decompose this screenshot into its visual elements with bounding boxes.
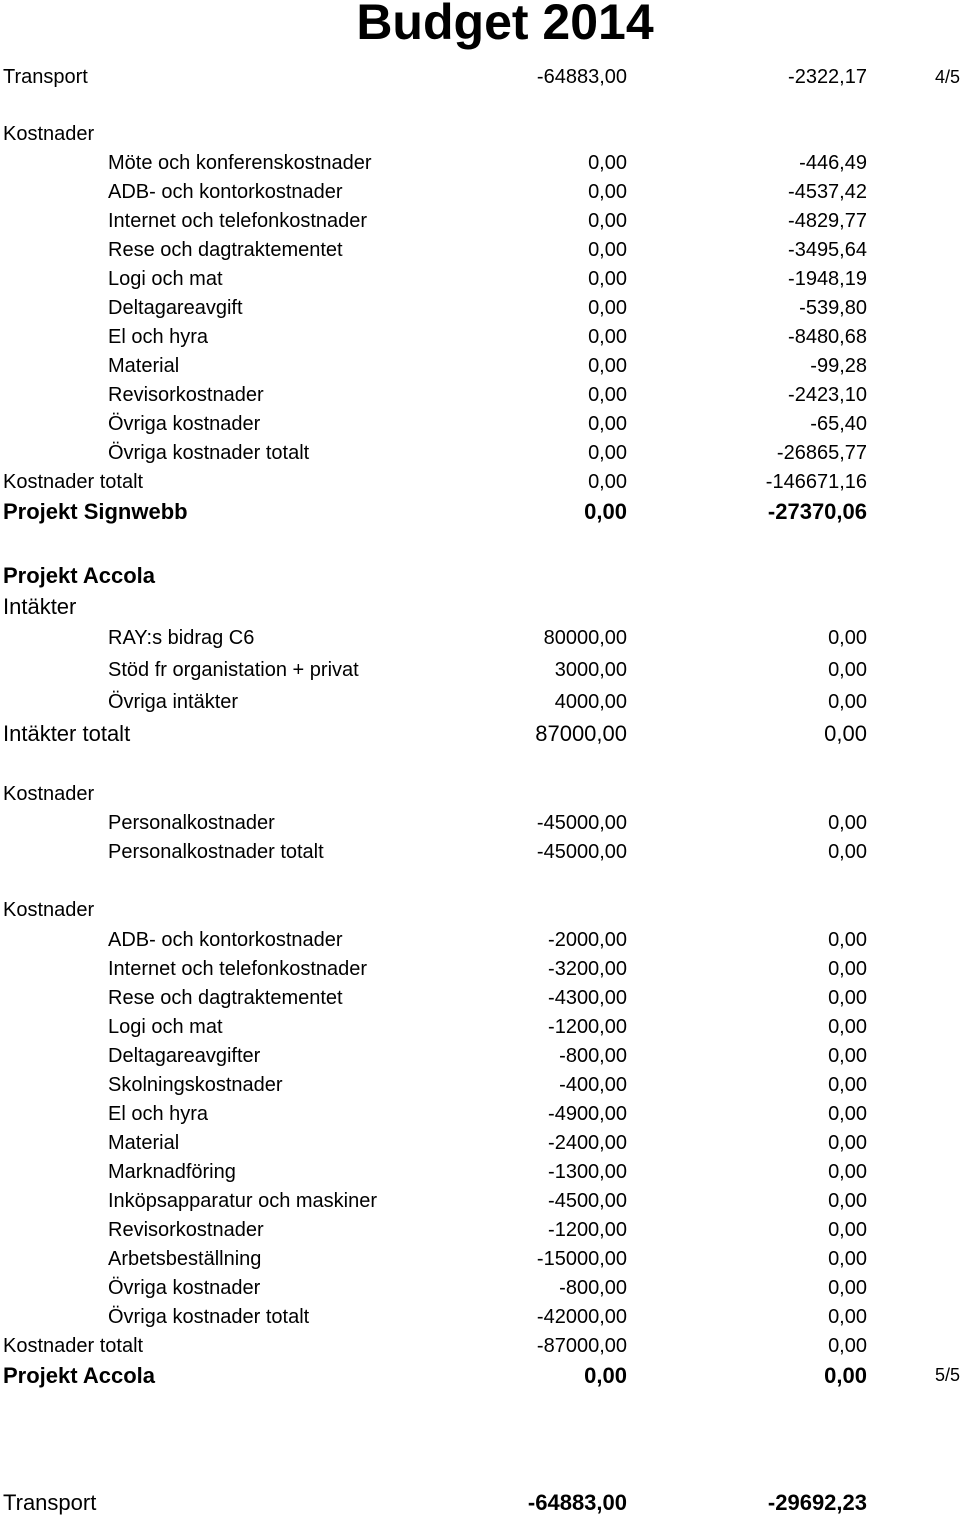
- table-row: [0, 352, 960, 381]
- budget-value: 0,00: [584, 499, 627, 524]
- transport-row-top: [0, 63, 960, 92]
- budget-value: 0,00: [588, 181, 627, 203]
- row-label: Stöd fr organistation + privat: [108, 659, 359, 681]
- row-label: Personalkostnader totalt: [108, 841, 324, 863]
- table-row: [0, 1216, 960, 1245]
- table-row: [0, 1042, 960, 1071]
- actual-value: 0,00: [828, 812, 867, 834]
- total-row: [0, 1332, 960, 1361]
- actual-value: -65,40: [810, 413, 867, 435]
- actual-value: -99,28: [810, 355, 867, 377]
- transport-row-bottom: [0, 1488, 960, 1517]
- budget-value: -1300,00: [548, 1161, 627, 1183]
- subtotal-row: [0, 838, 960, 867]
- actual-value: 0,00: [828, 627, 867, 649]
- actual-value: -146671,16: [765, 471, 867, 493]
- table-row: [0, 654, 960, 686]
- budget-value: -400,00: [559, 1074, 627, 1096]
- row-label: Övriga kostnader totalt: [108, 1306, 310, 1328]
- project-header-label: Projekt Accola: [3, 563, 156, 588]
- table-row: [0, 1158, 960, 1187]
- actual-value: -4537,42: [788, 181, 867, 203]
- row-label: El och hyra: [108, 326, 209, 348]
- row-label: RAY:s bidrag C6: [108, 627, 255, 649]
- row-label: Internet och telefonkostnader: [108, 210, 368, 232]
- table-row: [0, 1245, 960, 1274]
- table-row: [0, 1100, 960, 1129]
- row-label: Övriga intäkter: [108, 691, 239, 713]
- actual-value: 0,00: [828, 1335, 867, 1357]
- budget-value: 3000,00: [554, 659, 627, 681]
- actual-value: 0,00: [828, 691, 867, 713]
- budget-value: 80000,00: [543, 627, 627, 649]
- actual-value: 0,00: [824, 721, 867, 746]
- table-row: [0, 236, 960, 265]
- table-row: [0, 294, 960, 323]
- section-header: [0, 896, 960, 925]
- actual-value: 0,00: [828, 958, 867, 980]
- actual-value: 0,00: [828, 1103, 867, 1125]
- table-row: [0, 323, 960, 352]
- page-title: Budget 2014: [356, 0, 654, 50]
- row-label: Skolningskostnader: [108, 1074, 283, 1096]
- row-label: Transport: [3, 66, 88, 88]
- budget-value: -42000,00: [536, 1306, 627, 1328]
- budget-value: 0,00: [588, 210, 627, 232]
- actual-value: 0,00: [828, 1016, 867, 1038]
- actual-value: -1948,19: [788, 268, 867, 290]
- budget-value: -64883,00: [536, 66, 627, 88]
- row-label: Material: [108, 355, 180, 377]
- budget-value: -4300,00: [548, 987, 627, 1009]
- budget-value: 87000,00: [535, 721, 627, 746]
- actual-value: 0,00: [828, 1190, 867, 1212]
- subtotal-row: [0, 439, 960, 468]
- actual-value: 0,00: [828, 1074, 867, 1096]
- table-row: [0, 1013, 960, 1042]
- row-label: Projekt Signwebb: [3, 499, 188, 524]
- actual-value: -8480,68: [788, 326, 867, 348]
- row-label: Kostnader totalt: [3, 471, 144, 493]
- actual-value: -446,49: [799, 152, 867, 174]
- row-label: Logi och mat: [108, 268, 223, 290]
- budget-value: 0,00: [588, 384, 627, 406]
- row-label: Deltagareavgifter: [108, 1045, 261, 1067]
- table-row: [0, 984, 960, 1013]
- actual-value: 0,00: [828, 841, 867, 863]
- table-row: [0, 955, 960, 984]
- actual-value: 0,00: [828, 929, 867, 951]
- actual-value: 0,00: [828, 1277, 867, 1299]
- table-row: [0, 1129, 960, 1158]
- table-row: [0, 149, 960, 178]
- actual-value: 0,00: [828, 987, 867, 1009]
- project-total-row: [0, 497, 960, 526]
- row-label: Personalkostnader: [108, 812, 275, 834]
- budget-value: 0,00: [588, 355, 627, 377]
- budget-value: -15000,00: [536, 1248, 627, 1270]
- budget-value: -2000,00: [548, 929, 627, 951]
- actual-value: 0,00: [824, 1363, 867, 1388]
- actual-value: 0,00: [828, 659, 867, 681]
- row-label: ADB- och kontorkostnader: [108, 929, 343, 951]
- row-label: Inköpsapparatur och maskiner: [108, 1190, 378, 1212]
- row-label: Övriga kostnader: [108, 1277, 261, 1299]
- budget-value: -800,00: [559, 1277, 627, 1299]
- budget-value: 0,00: [588, 442, 627, 464]
- budget-value: 0,00: [588, 326, 627, 348]
- actual-value: -29692,23: [767, 1490, 867, 1515]
- row-label: ADB- och kontorkostnader: [108, 181, 343, 203]
- table-row: [0, 178, 960, 207]
- row-label: Marknadföring: [108, 1161, 236, 1183]
- row-label: Intäkter totalt: [3, 721, 131, 746]
- actual-value: -2423,10: [788, 384, 867, 406]
- table-row: [0, 1187, 960, 1216]
- budget-value: -800,00: [559, 1045, 627, 1067]
- table-row: [0, 265, 960, 294]
- actual-value: -4829,77: [788, 210, 867, 232]
- row-label: Projekt Accola: [3, 1363, 156, 1388]
- section-header-label: Intäkter: [3, 594, 77, 619]
- row-label: Logi och mat: [108, 1016, 223, 1038]
- table-row: [0, 809, 960, 838]
- actual-value: 0,00: [828, 1161, 867, 1183]
- actual-value: 0,00: [828, 1219, 867, 1241]
- table-row: [0, 926, 960, 955]
- actual-value: -3495,64: [788, 239, 867, 261]
- budget-value: 0,00: [588, 152, 627, 174]
- actual-value: -539,80: [799, 297, 867, 319]
- page-number: 4/5: [934, 67, 960, 87]
- table-row: [0, 1071, 960, 1100]
- row-label: Kostnader totalt: [3, 1335, 144, 1357]
- row-label: Möte och konferenskostnader: [108, 152, 372, 174]
- table-row: [0, 207, 960, 236]
- budget-value: 0,00: [588, 297, 627, 319]
- section-header-label: Kostnader: [3, 899, 95, 921]
- section-header: [0, 592, 960, 621]
- budget-value: -4900,00: [548, 1103, 627, 1125]
- budget-value: -87000,00: [536, 1335, 627, 1357]
- budget-value: -64883,00: [527, 1490, 627, 1515]
- row-label: Revisorkostnader: [108, 1219, 264, 1241]
- row-label: Arbetsbeställning: [108, 1248, 262, 1270]
- row-label: Deltagareavgift: [108, 297, 243, 319]
- row-label: Internet och telefonkostnader: [108, 958, 368, 980]
- budget-value: -2400,00: [548, 1132, 627, 1154]
- actual-value: -27370,06: [767, 499, 867, 524]
- row-label: Material: [108, 1132, 180, 1154]
- row-label: Övriga kostnader totalt: [108, 442, 310, 464]
- budget-value: 4000,00: [554, 691, 627, 713]
- budget-value: 0,00: [588, 413, 627, 435]
- budget-value: -1200,00: [548, 1016, 627, 1038]
- row-label: Revisorkostnader: [108, 384, 264, 406]
- row-label: Övriga kostnader: [108, 413, 261, 435]
- subtotal-row: [0, 1303, 960, 1332]
- budget-value: 0,00: [588, 239, 627, 261]
- project-total-row: [0, 1361, 960, 1390]
- section-header-label: Kostnader: [3, 783, 95, 805]
- table-row: [0, 1274, 960, 1303]
- total-row: [0, 718, 960, 750]
- budget-value: -4500,00: [548, 1190, 627, 1212]
- row-label: Rese och dagtraktementet: [108, 987, 343, 1009]
- actual-value: 0,00: [828, 1306, 867, 1328]
- budget-value: -45000,00: [536, 812, 627, 834]
- table-row: [0, 410, 960, 439]
- section-header: [0, 780, 960, 809]
- budget-value: 0,00: [588, 268, 627, 290]
- table-row: [0, 381, 960, 410]
- actual-value: 0,00: [828, 1045, 867, 1067]
- table-row: [0, 622, 960, 654]
- section-header-label: Kostnader: [3, 123, 95, 145]
- total-row: [0, 468, 960, 497]
- budget-value: -45000,00: [536, 841, 627, 863]
- budget-value: 0,00: [584, 1363, 627, 1388]
- actual-value: -26865,77: [776, 442, 867, 464]
- actual-value: 0,00: [828, 1248, 867, 1270]
- row-label: Transport: [3, 1490, 97, 1515]
- row-label: El och hyra: [108, 1103, 209, 1125]
- row-label: Rese och dagtraktementet: [108, 239, 343, 261]
- budget-value: -3200,00: [548, 958, 627, 980]
- section-header: [0, 120, 960, 149]
- project-header: [0, 561, 960, 590]
- budget-value: 0,00: [588, 471, 627, 493]
- budget-value: -1200,00: [548, 1219, 627, 1241]
- actual-value: 0,00: [828, 1132, 867, 1154]
- actual-value: -2322,17: [788, 66, 867, 88]
- page-number: 5/5: [934, 1365, 960, 1385]
- table-row: [0, 686, 960, 718]
